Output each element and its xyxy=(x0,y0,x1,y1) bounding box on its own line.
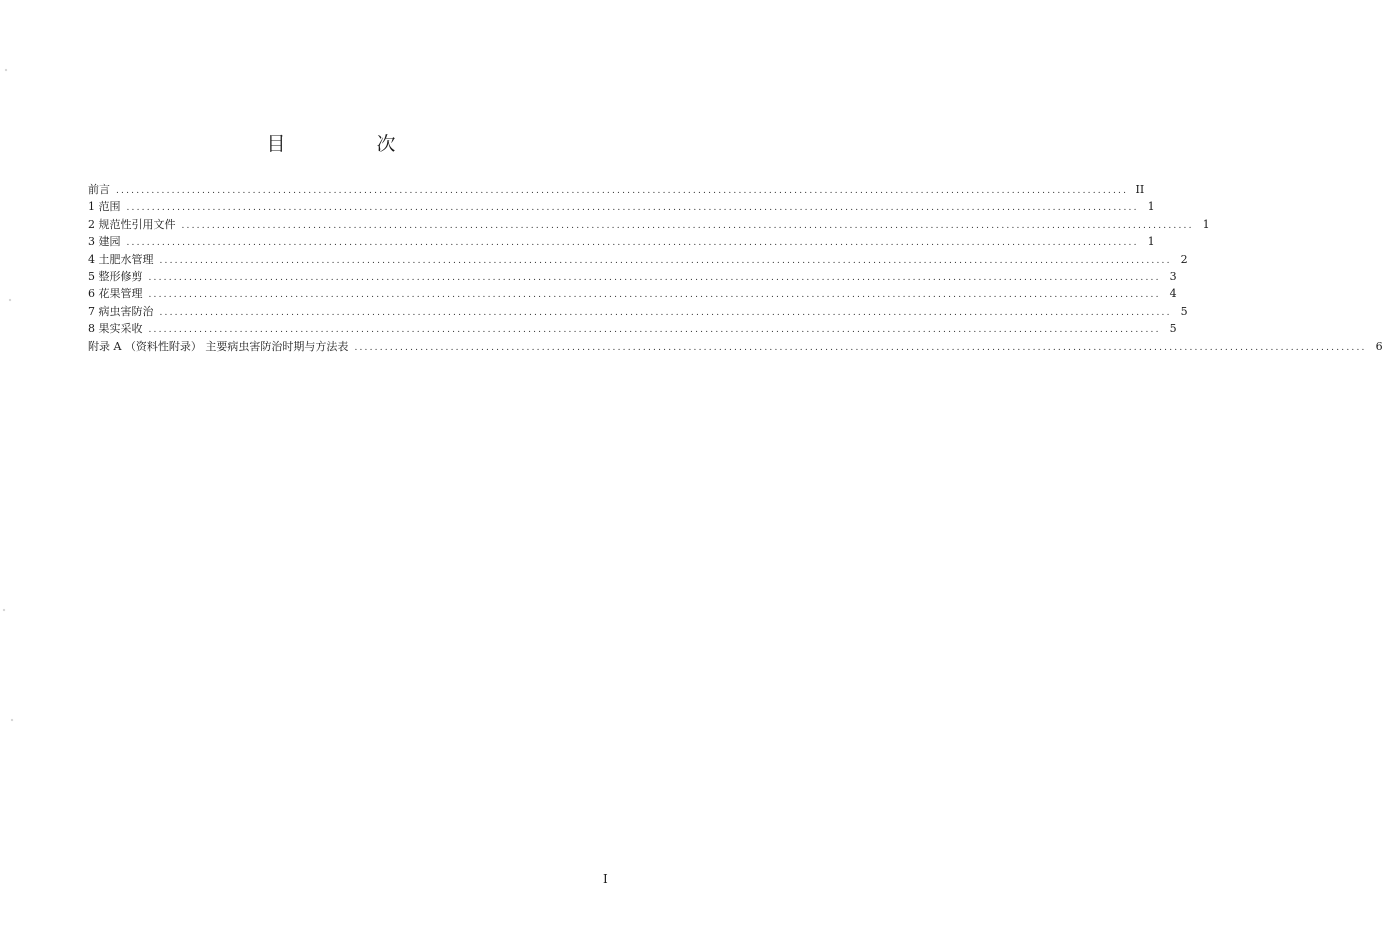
toc-dot-leader: ........................................................................................................................................................................................................ xyxy=(181,220,1194,231)
table-of-contents xyxy=(88,181,1383,355)
toc-dot-leader: ........................................................................................................................................................................................................ xyxy=(148,325,1161,336)
toc-entry-page: 4 xyxy=(1169,287,1177,301)
toc-entry xyxy=(88,303,1188,320)
page-title: 目 次 xyxy=(266,133,432,155)
toc-entry-label: 6 花果管理 xyxy=(88,287,143,301)
toc-entry xyxy=(88,181,1145,198)
toc-dot-leader: ........................................................................................................................................................................................................ xyxy=(126,203,1139,214)
toc-entry-page: 3 xyxy=(1169,269,1177,283)
page-number: I xyxy=(603,872,608,886)
toc-dot-leader: ........................................................................................................................................................................................................ xyxy=(159,307,1172,318)
toc-dot-leader: ........................................................................................................................................................................................................ xyxy=(354,342,1367,353)
toc-entry-page: 2 xyxy=(1180,252,1188,266)
toc-dot-leader: ........................................................................................................................................................................................................ xyxy=(148,272,1161,283)
toc-entry xyxy=(88,251,1188,268)
toc-entry xyxy=(88,338,1383,355)
toc-entry-label: 3 建园 xyxy=(88,235,121,249)
toc-entry-label: 5 整形修剪 xyxy=(88,269,143,283)
toc-entry-label: 1 范围 xyxy=(88,200,121,214)
toc-dot-leader: ........................................................................................................................................................................................................ xyxy=(159,255,1172,266)
toc-dot-leader: ........................................................................................................................................................................................................ xyxy=(116,186,1129,196)
toc-entry-page: 1 xyxy=(1147,200,1155,214)
toc-entry xyxy=(88,320,1177,337)
toc-entry-page: 5 xyxy=(1169,322,1177,336)
toc-entry-page: 5 xyxy=(1180,304,1188,318)
toc-entry-page: II xyxy=(1135,183,1145,196)
toc-entry xyxy=(88,233,1155,250)
toc-entry-label: 附录 A （资料性附录） 主要病虫害防治时期与方法表 xyxy=(88,339,349,353)
toc-entry-label: 4 土肥水管理 xyxy=(88,252,154,266)
toc-entry xyxy=(88,268,1177,285)
toc-entry-page: 1 xyxy=(1202,217,1210,231)
toc-entry-label: 8 果实采收 xyxy=(88,322,143,336)
toc-entry xyxy=(88,285,1177,302)
toc-entry-page: 6 xyxy=(1375,339,1383,353)
toc-dot-leader: ........................................................................................................................................................................................................ xyxy=(126,238,1139,249)
toc-entry xyxy=(88,216,1210,233)
toc-entry-label: 前言 xyxy=(88,183,110,196)
toc-entry xyxy=(88,198,1155,215)
toc-entry-label: 7 病虫害防治 xyxy=(88,304,154,318)
toc-entry-page: 1 xyxy=(1147,235,1155,249)
toc-dot-leader: ........................................................................................................................................................................................................ xyxy=(148,290,1161,301)
toc-entry-label: 2 规范性引用文件 xyxy=(88,217,176,231)
